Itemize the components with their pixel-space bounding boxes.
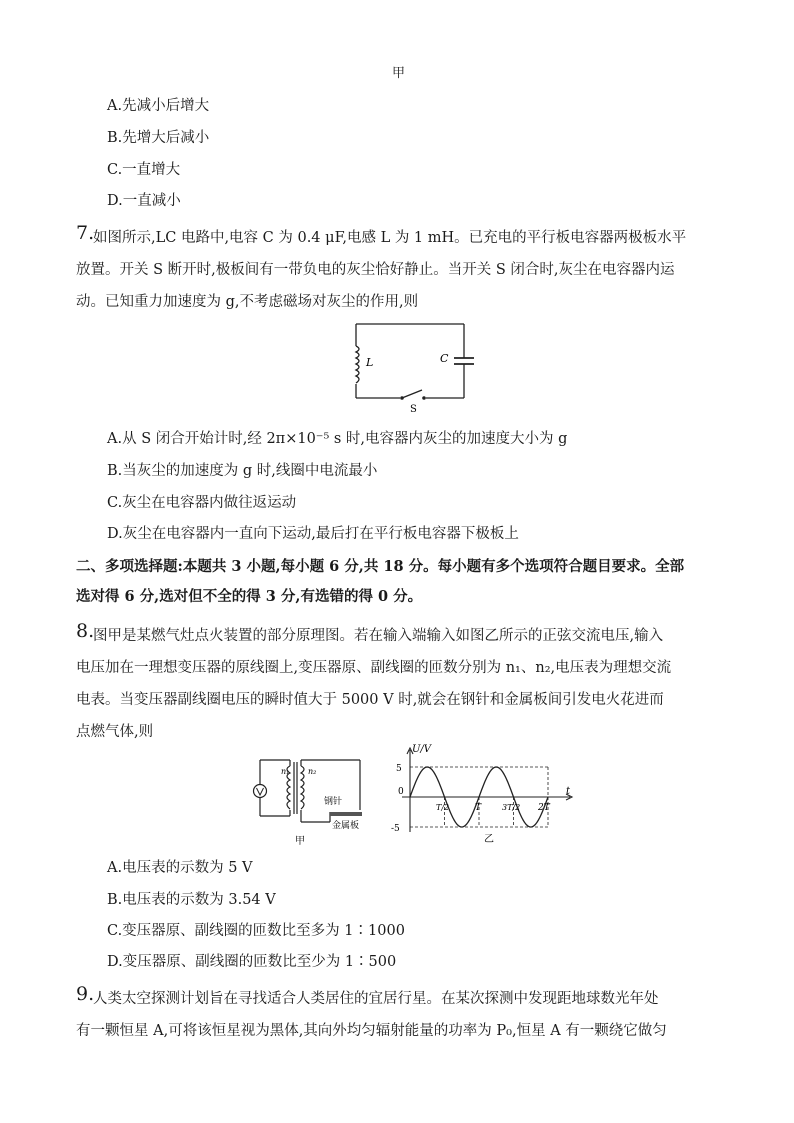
x-tick-3t-half: 3T/2: [502, 803, 521, 812]
q9-number: 9.: [76, 983, 95, 1005]
q7-option-a: A.从 S 闭合开始计时,经 2π×10⁻⁵ s 时,电容器内灰尘的加速度大小为 g: [107, 431, 568, 447]
q8-option-c: C.变压器原、副线圈的匝数比至多为 1∶1000: [107, 923, 405, 939]
q8-stem-line-1: 图甲是某燃气灶点火装置的部分原理图。若在输入端输入如图乙所示的正弦交流电压,输入: [93, 628, 664, 644]
capacitor-label: C: [440, 352, 449, 365]
figure-yi-caption: 乙: [484, 834, 494, 845]
section-2-heading-line-1: 二、多项选择题:本题共 3 小题,每小题 6 分,共 18 分。每小题有多个选项符合题目要求。全部: [76, 558, 685, 575]
plate-label: 金属板: [332, 821, 360, 831]
q8-option-a: A.电压表的示数为 5 V: [107, 860, 253, 876]
x-tick-t: T: [475, 803, 482, 813]
origin-label: 0: [398, 787, 404, 797]
q7-stem-line-3: 动。已知重力加速度为 g,不考虑磁场对灰尘的作用,则: [76, 294, 419, 310]
section-2-heading-line-2: 选对得 6 分,选对但不全的得 3 分,有选错的得 0 分。: [76, 588, 423, 605]
q7-option-d: D.灰尘在电容器内一直向下运动,最后打在平行板电容器下极板上: [107, 526, 519, 542]
q7-option-b: B.当灰尘的加速度为 g 时,线圈中电流最小: [107, 463, 378, 479]
needle-label: 钢针: [324, 797, 343, 807]
q7-stem-line-1: 如图所示,LC 电路中,电容 C 为 0.4 μF,电感 L 为 1 mH。已充电的平行板电容器两极板水平: [93, 230, 687, 246]
q8-option-d: D.变压器原、副线圈的匝数比至少为 1∶500: [107, 954, 397, 970]
switch-label: S: [410, 404, 417, 415]
y-axis-label: U/V: [412, 744, 432, 755]
x-tick-t-half: T/2: [436, 803, 450, 812]
q7-option-c: C.灰尘在电容器内做往返运动: [107, 495, 297, 511]
figure-jia-caption: 甲: [295, 836, 305, 847]
q6-option-c: C.一直增大: [107, 162, 181, 178]
inductor-label: L: [366, 356, 374, 369]
x-tick-2t: 2T: [538, 803, 550, 813]
q7-stem-line-2: 放置。开关 S 断开时,极板间有一带负电的灰尘恰好静止。当开关 S 闭合时,灰尘在电容器内运: [76, 262, 675, 278]
x-axis-label: t: [566, 786, 571, 797]
q8-number: 8.: [76, 620, 95, 642]
q9-stem-line-1: 人类太空探测计划旨在寻找适合人类居住的宜居行星。在某次探测中发现距地球数光年处: [93, 991, 659, 1007]
q8-stem-line-4: 点燃气体,则: [76, 724, 154, 740]
q8-stem-line-2: 电压加在一理想变压器的原线圈上,变压器原、副线圈的匝数分别为 n₁、n₂,电压表为理想交流: [76, 660, 672, 676]
n2-label: n₂: [308, 767, 317, 776]
y-tick-neg5: -5: [391, 824, 400, 834]
lc-circuit-diagram: [340, 316, 480, 416]
q6-option-d: D.一直减小: [107, 193, 181, 209]
voltage-waveform-chart: [388, 742, 584, 846]
y-tick-5: 5: [396, 764, 402, 774]
q8-option-b: B.电压表的示数为 3.54 V: [107, 892, 276, 908]
q6-option-b: B.先增大后减小: [107, 130, 210, 146]
q9-stem-line-2: 有一颗恒星 A,可将该恒星视为黑体,其向外均匀辐射能量的功率为 P₀,恒星 A 有一颗绕它做匀: [76, 1023, 667, 1039]
n1-label: n₁: [281, 767, 290, 776]
q7-number: 7.: [76, 222, 95, 244]
figure-caption-top: 甲: [392, 66, 406, 81]
q6-option-a: A.先减小后增大: [107, 98, 210, 114]
q8-stem-line-3: 电表。当变压器副线圈电压的瞬时值大于 5000 V 时,就会在钢针和金属板间引发电火花进而: [76, 692, 664, 708]
transformer-diagram: [250, 752, 380, 848]
